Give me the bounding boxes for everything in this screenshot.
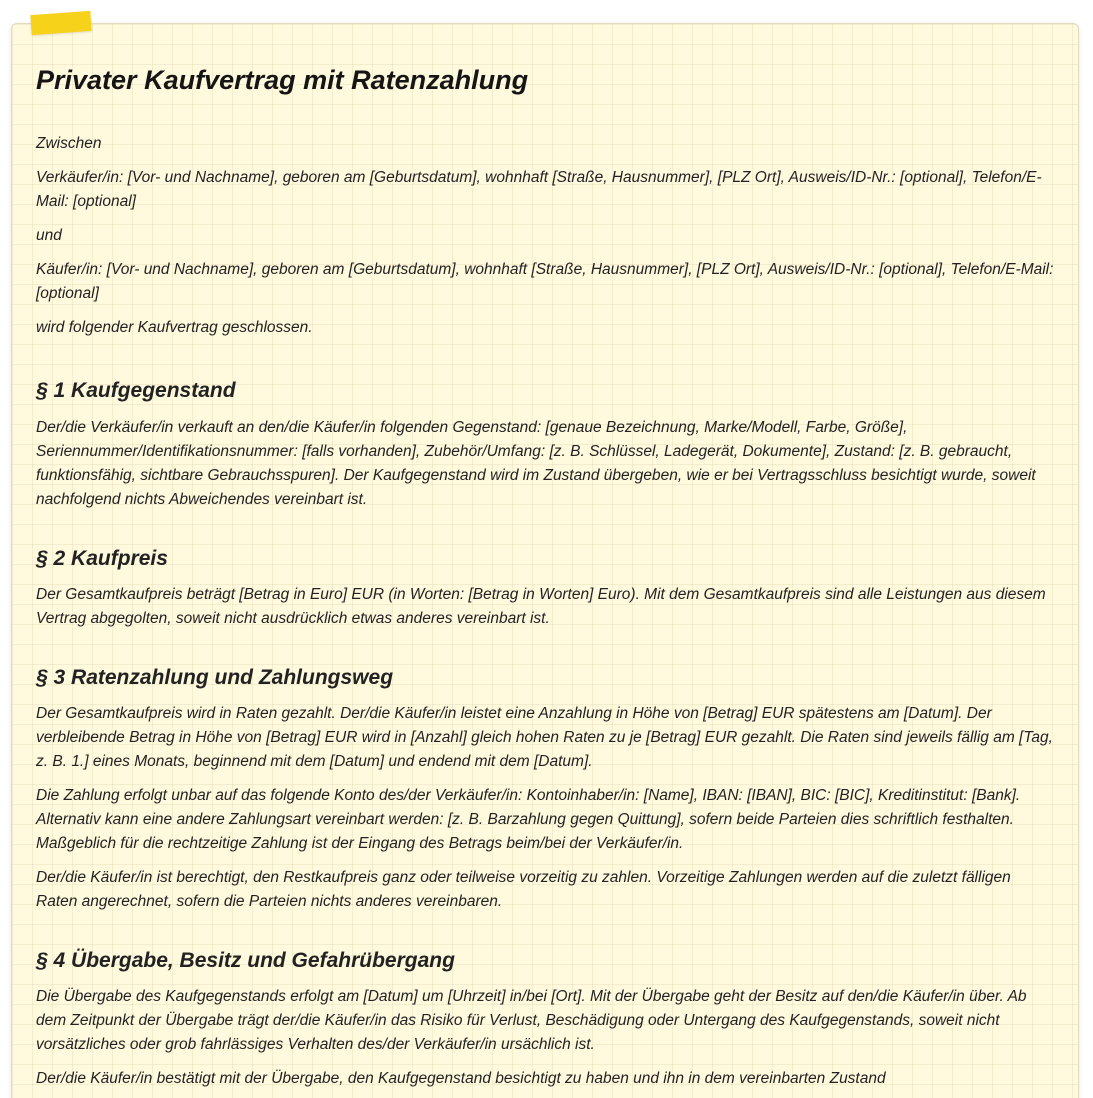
section-kaufpreis: [36, 546, 1054, 631]
section-paragraph: Der/die Verkäufer/in verkauft an den/die Käufer/in folgenden Gegenstand: [genaue Bezeichnung, Marke/Modell, Farbe, Größe], Seriennummer/Identifikationsnummer: [falls vorhanden], Zubehör/Umfang: [z. B. Schlüssel, Ladegerät, Dokumente], Zustand: [z. B. gebraucht, funktionsfähig, sichtbare Gebrauchsspuren]. Der Kaufgegenstand wird im Zustand übergeben, wie er bei Vertragsschluss besichtigt wurde, soweit nachfolgend nichts Abweichendes vereinbart ist.: [36, 418, 1036, 508]
section-paragraph: Der Gesamtkaufpreis beträgt [Betrag in Euro] EUR (in Worten: [Betrag in Worten] Euro). Mit dem Gesamtkaufpreis sind alle Leistungen aus diesem Vertrag abgegolten, soweit nicht ausdrücklich etwas anderes vereinbart ist.: [36, 585, 1046, 627]
section-kaufgegenstand: [36, 378, 1054, 511]
tape-strip: [30, 11, 91, 35]
intro-and: und: [36, 227, 62, 245]
section-heading: § 2 Kaufpreis: [36, 546, 168, 570]
intro-seller: Verkäufer/in: [Vor- und Nachname], geboren am [Geburtsdatum], wohnhaft [Straße, Hausnummer], [PLZ Ort], Ausweis/ID-Nr.: [optional], Telefon/E-Mail: [optional]: [36, 169, 1042, 211]
section-paragraph: Der/die Käufer/in bestätigt mit der Übergabe, den Kaufgegenstand besichtigt zu haben und ihn in dem vereinbarten Zustand: [36, 1070, 886, 1088]
contract-content: [12, 24, 1078, 1091]
intro-buyer: Käufer/in: [Vor- und Nachname], geboren am [Geburtsdatum], wohnhaft [Straße, Hausnummer], [PLZ Ort], Ausweis/ID-Nr.: [optional], Telefon/E-Mail: [optional]: [36, 261, 1054, 303]
section-heading: § 3 Ratenzahlung und Zahlungsweg: [36, 665, 394, 689]
intro-between: Zwischen: [36, 135, 102, 153]
section-paragraph: Der Gesamtkaufpreis wird in Raten gezahlt. Der/die Käufer/in leistet eine Anzahlung in Höhe von [Betrag] EUR spätestens am [Datum]. Der verbleibende Betrag in Höhe von [Betrag] EUR wird in [Anzahl] gleich hohen Raten zu je [Betrag] EUR gezahlt. Die Raten sind jeweils fällig am [Tag, z. B. 1.] eines Monats, beginnend mit dem [Datum] und endend mit dem [Datum].: [36, 704, 1053, 770]
section-paragraph: Die Übergabe des Kaufgegenstands erfolgt am [Datum] um [Uhrzeit] in/bei [Ort]. Mit der Übergabe geht der Besitz auf den/die Käufer/in über. Ab dem Zeitpunkt der Übergabe trägt der/die Käufer/in das Risiko für Verlust, Beschädigung oder Untergang des Kaufgegenstands, soweit nicht vorsätzliches oder grob fahrlässiges Verhalten des/der Verkäufer/in ursächlich ist.: [36, 988, 1027, 1054]
section-paragraph: Der/die Käufer/in ist berechtigt, den Restkaufpreis ganz oder teilweise vorzeitig zu zahlen. Vorzeitige Zahlungen werden auf die zuletzt fälligen Raten angerechnet, sofern die Parteien nichts anderes vereinbaren.: [36, 868, 1011, 910]
section-ratenzahlung: [36, 665, 1054, 914]
section-heading: § 1 Kaufgegenstand: [36, 379, 236, 403]
section-heading: § 4 Übergabe, Besitz und Gefahrübergang: [36, 948, 455, 972]
intro-closing: wird folgender Kaufvertrag geschlossen.: [36, 319, 313, 337]
section-uebergabe: [36, 948, 1054, 1091]
contract-title: Privater Kaufvertrag mit Ratenzahlung: [36, 65, 529, 95]
contract-sheet: [11, 23, 1079, 1098]
section-paragraph: Die Zahlung erfolgt unbar auf das folgende Konto des/der Verkäufer/in: Kontoinhaber/in: [Name], IBAN: [IBAN], BIC: [BIC], Kreditinstitut: [Bank]. Alternativ kann eine andere Zahlungsart vereinbart werden: [z. B. Barzahlung gegen Quittung], sofern beide Parteien dies schriftlich festhalten. Maßgeblich für die rechtzeitige Zahlung ist der Eingang des Betrags beim/bei der Verkäufer/in.: [36, 786, 1021, 852]
